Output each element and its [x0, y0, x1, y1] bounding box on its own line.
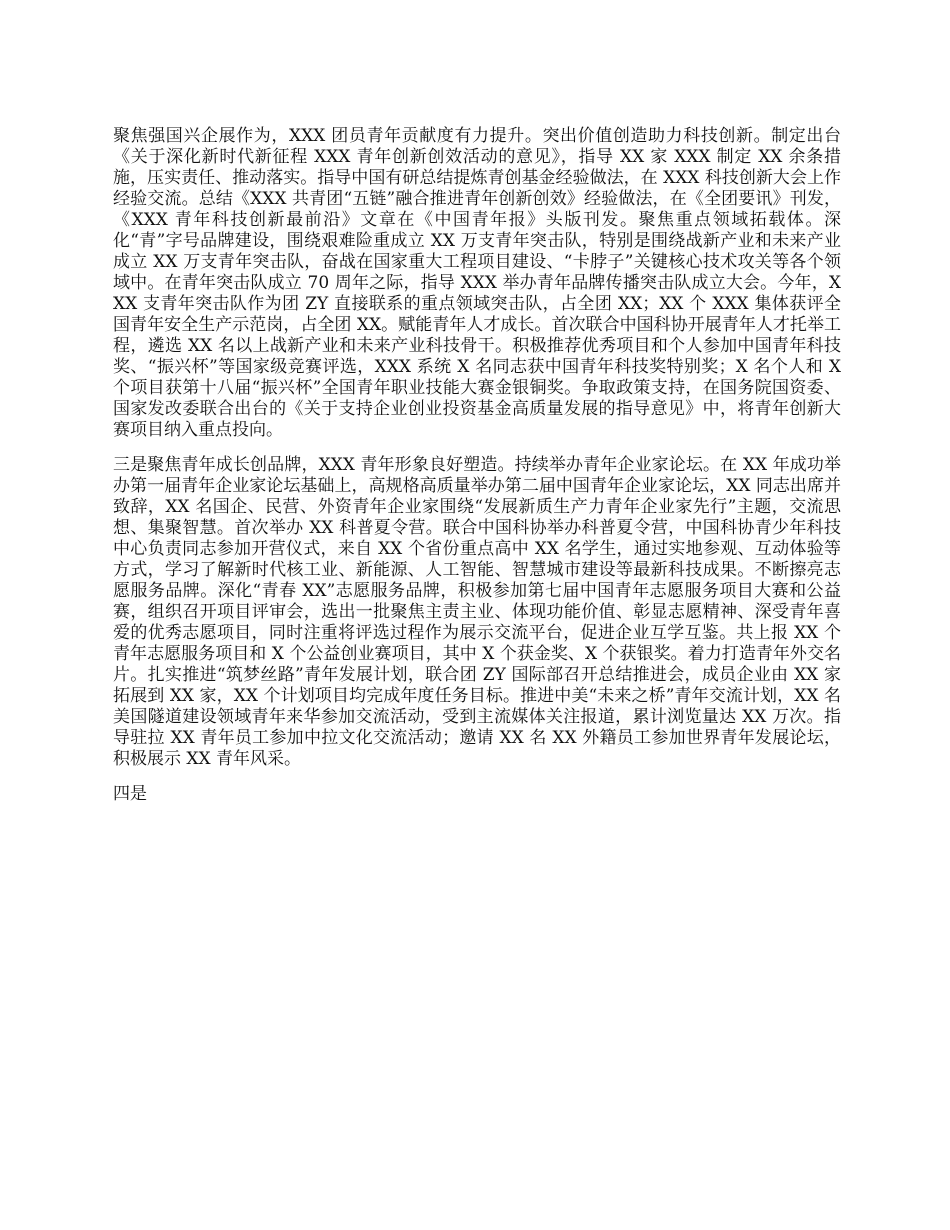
document-body — [113, 126, 841, 819]
paragraph-3: 四是 — [113, 784, 147, 804]
paragraph-1: 聚焦强国兴企展作为，XXX 团员青年贡献度有力提升。突出价值创造助力科技创新。制定出台《关于深化新时代新征程 XXX 青年创新创效活动的意见》，指导 XX 家 XXX 制定 XX 余条措施，压实责任、推动落实。指导中国有研总结提炼青创基金经验做法，在 XXX 科技创新大会上作经验交流。总结《XXX 共青团“五链”融合推进青年创新创效》经验做法，在《全团要讯》刊发，《XXX 青年科技创新最前沿》文章在《中国青年报》头版刊发。聚焦重点领域拓载体。深化“青”字号品牌建设，围绕艰难险重成立 XX 万支青年突击队，特别是围绕战新产业和未来产业成立 XX 万支青年突击队，奋战在国家重大工程项目建设、“卡脖子”关键核心技术攻关等各个领域中。在青年突击队成立 70 周年之际，指导 XXX 举办青年品牌传播突击队成立大会。今年，XXX 支青年突击队作为团 ZY 直接联系的重点领域突击队，占全团 XX；XX 个 XXX 集体获评全国青年安全生产示范岗，占全团 XX。赋能青年人才成长。首次联合中国科协开展青年人才托举工程，遴选 XX 名以上战新产业和未来产业科技骨干。积极推荐优秀项目和个人参加中国青年科技奖、“振兴杯”等国家级竞赛评选，XXX 系统 X 名同志获中国青年科技奖特别奖；X 名个人和 X 个项目获第十八届“振兴杯”全国青年职业技能大赛金银铜奖。争取政策支持，在国务院国资委、国家发改委联合出台的《关于支持企业创业投资基金高质量发展的指导意见》中，将青年创新大赛项目纳入重点投向。 — [113, 126, 841, 440]
paragraph-2: 三是聚焦青年成长创品牌，XXX 青年形象良好塑造。持续举办青年企业家论坛。在 XX 年成功举办第一届青年企业家论坛基础上，高规格高质量举办第二届中国青年企业家论坛，XX 同志出席并致辞，XX 名国企、民营、外资青年企业家围绕“发展新质生产力青年企业家先行”主题，交流思想、集聚智慧。首次举办 XX 科普夏令营。联合中国科协举办科普夏令营，中国科协青少年科技中心负责同志参加开营仪式，来自 XX 个省份重点高中 XX 名学生，通过实地参观、互动体验等方式，学习了解新时代核工业、新能源、人工智能、智慧城市建设等最新科技成果。不断擦亮志愿服务品牌。深化“青春 XX”志愿服务品牌，积极参加第七届中国青年志愿服务项目大赛和公益赛，组织召开项目评审会，选出一批聚焦主责主业、体现功能价值、彰显志愿精神、深受青年喜爱的优秀志愿项目，同时注重将评选过程作为展示交流平台，促进企业互学互鉴。共上报 XX 个青年志愿服务项目和 X 个公益创业赛项目，其中 X 个获金奖、X 个获银奖。着力打造青年外交名片。扎实推进“筑梦丝路”青年发展计划，联合团 ZY 国际部召开总结推进会，成员企业由 XX 家拓展到 XX 家，XX 个计划项目均完成年度任务目标。推进中美“未来之桥”青年交流计划，XX 名美国隧道建设领域青年来华参加交流活动，受到主流媒体关注报道，累计浏览量达 XX 万次。指导驻拉 XX 青年员工参加中拉文化交流活动；邀请 XX 名 XX 外籍员工参加世界青年发展论坛，积极展示 XX 青年风采。 — [113, 455, 841, 769]
